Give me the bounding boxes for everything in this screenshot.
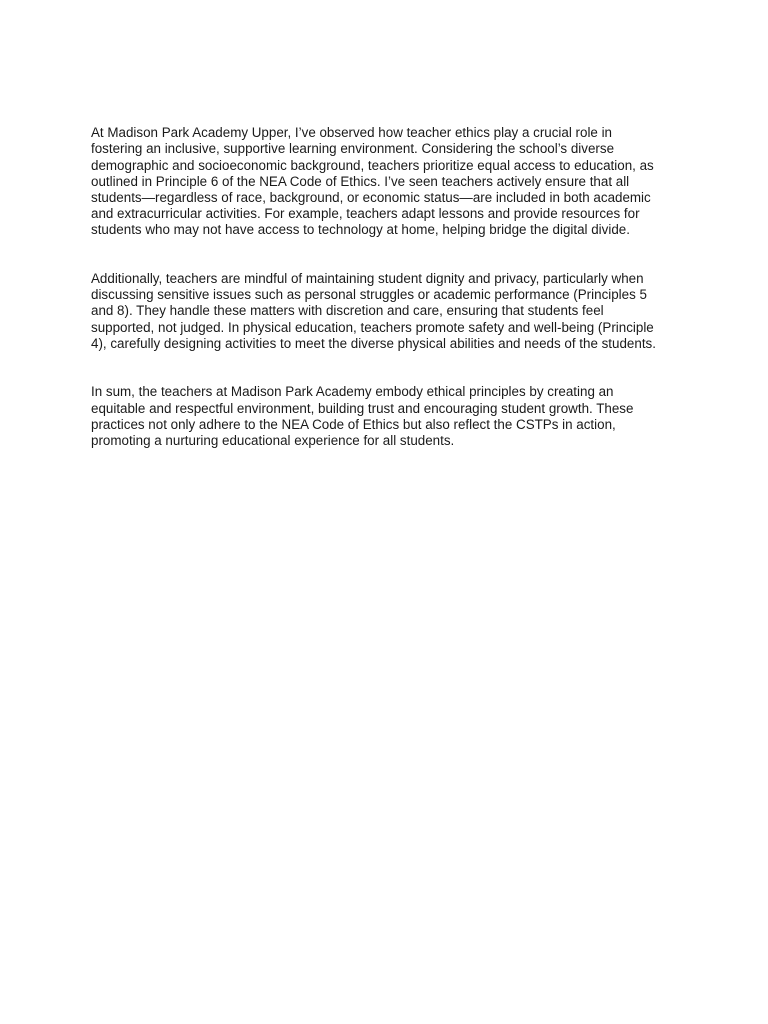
paragraph-1: At Madison Park Academy Upper, I’ve observed how teacher ethics play a crucial role in fostering an inclusive, supportive learning environment. Considering the school’s diverse demographic and socioeconomic background, teachers prioritize equal access to education, as outlined in Principle 6 of the NEA Code of Ethics. I’ve seen teachers actively ensure that all students—regardless of race, background, or economic status—are included in both academic and extracurricular activities. For example, teachers adapt lessons and provide resources for students who may not have access to technology at home, helping bridge the digital divide. [91, 125, 654, 238]
paragraph-3: In sum, the teachers at Madison Park Academy embody ethical principles by creating an equitable and respectful environment, building trust and encouraging student growth. These practices not only adhere to the NEA Code of Ethics but also reflect the CSTPs in action, promoting a nurturing educational experience for all students. [91, 384, 634, 449]
paragraph-2: Additionally, teachers are mindful of maintaining student dignity and privacy, particularly when discussing sensitive issues such as personal struggles or academic performance (Principles 5 and 8). They handle these matters with discretion and care, ensuring that students feel supported, not judged. In physical education, teachers promote safety and well-being (Principle 4), carefully designing activities to meet the diverse physical abilities and needs of the students. [91, 271, 656, 351]
document-body [91, 109, 681, 465]
